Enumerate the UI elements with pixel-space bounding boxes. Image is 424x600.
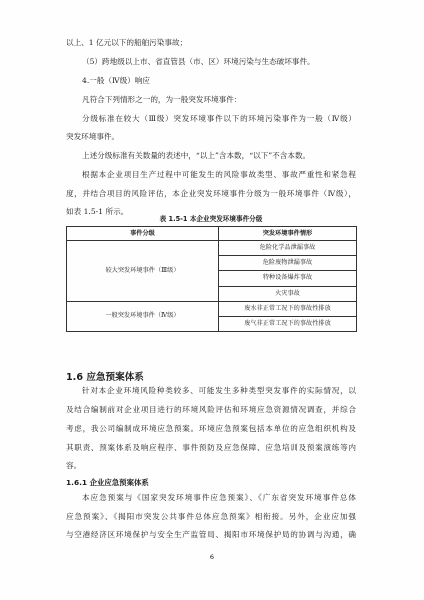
situation-cell: 特种设备爆炸事故 [219,271,357,286]
paragraph-line: 凡符合下列情形之一的，为一般突发环境事件： [82,95,242,104]
paragraph-line: 其职责、预案体系及响应程序、事件预防及应急保障、应急培训及预案演练等内 [66,443,356,452]
paragraph-line: 针对本企业环境风险种类较多、可能发生多种类型突发事件的实际情况，以 [82,386,356,395]
table-row [67,241,357,256]
page-number: 6 [209,553,215,561]
table-row [67,301,357,316]
paragraph-line: 应急预案》、《揭阳市突发公共事件总体应急预案》相衔接。另外，企业应加强 [66,512,356,521]
paragraph-line: 容。 [66,461,82,470]
header-situation: 突发环境事件情形 [219,227,357,241]
paragraph-line: 突发环境事件。 [66,132,120,141]
table-caption: 表 1.5-1 本企业突发环境事件分级 [159,215,263,223]
paragraph-line: 与空港经济区环境保护与安全生产监管局、揭阳市环境保护局的协调与沟通，确 [66,530,356,539]
level-cell: 较大突发环境事件（Ⅲ级） [67,241,219,302]
paragraph-line: 考虑，我公司编制成环境应急预案。环境应急预案包括本单位的应急组织机构及 [66,424,356,433]
paragraph-line: 4.一般（Ⅳ级）响应 [82,76,150,85]
paragraph-line: 及结合编制前对企业项目进行的环境风险评估和环境应急资源情况调查，并综合 [66,405,356,414]
situation-cell: 危险废物泄漏事故 [219,256,357,271]
paragraph-line: 如表 1.5-1 所示。 [66,207,129,216]
level-cell: 一般突发环境事件（Ⅳ级） [67,301,219,331]
header-level: 事件分级 [67,227,219,241]
paragraph-line: 分级标准在较大（Ⅲ级）突发环境事件以下的环境污染事件为一般（Ⅳ级） [82,114,356,123]
section-heading: 1.6 应急预案体系 [66,372,144,383]
subsection-heading: 1.6.1 企业应急预案体系 [66,478,149,487]
paragraph-line: 以上、1 亿元以下的船舶污染事故； [66,38,188,47]
paragraph-line: 本应急预案与《国家突发环境事件应急预案》、《广东省突发环境事件总体 [82,493,356,502]
situation-cell: 火灾事故 [219,286,357,301]
table-header-row [67,227,357,241]
situation-cell: 废气非正常工况下的事故性排放 [219,316,357,331]
situation-cell: 废水非正常工况下的事故性排放 [219,301,357,316]
event-level-table [66,226,357,332]
situation-cell: 危险化学品泄漏事故 [219,241,357,256]
paragraph-line: 根据本企业项目生产过程中可能发生的风险事故类型、事故严重性和紧急程 [82,170,356,179]
paragraph-line: 上述分级标准有关数量的表述中，“以上”含本数，“以下”不含本数。 [82,151,311,160]
paragraph-line: （5）跨地级以上市、省直管县（市、区）环境污染与生态破坏事件。 [82,57,315,66]
paragraph-line: 度，并结合项目的风险评估，本企业突发环境事件分级为一般环境事件（Ⅳ级）， [66,189,356,198]
